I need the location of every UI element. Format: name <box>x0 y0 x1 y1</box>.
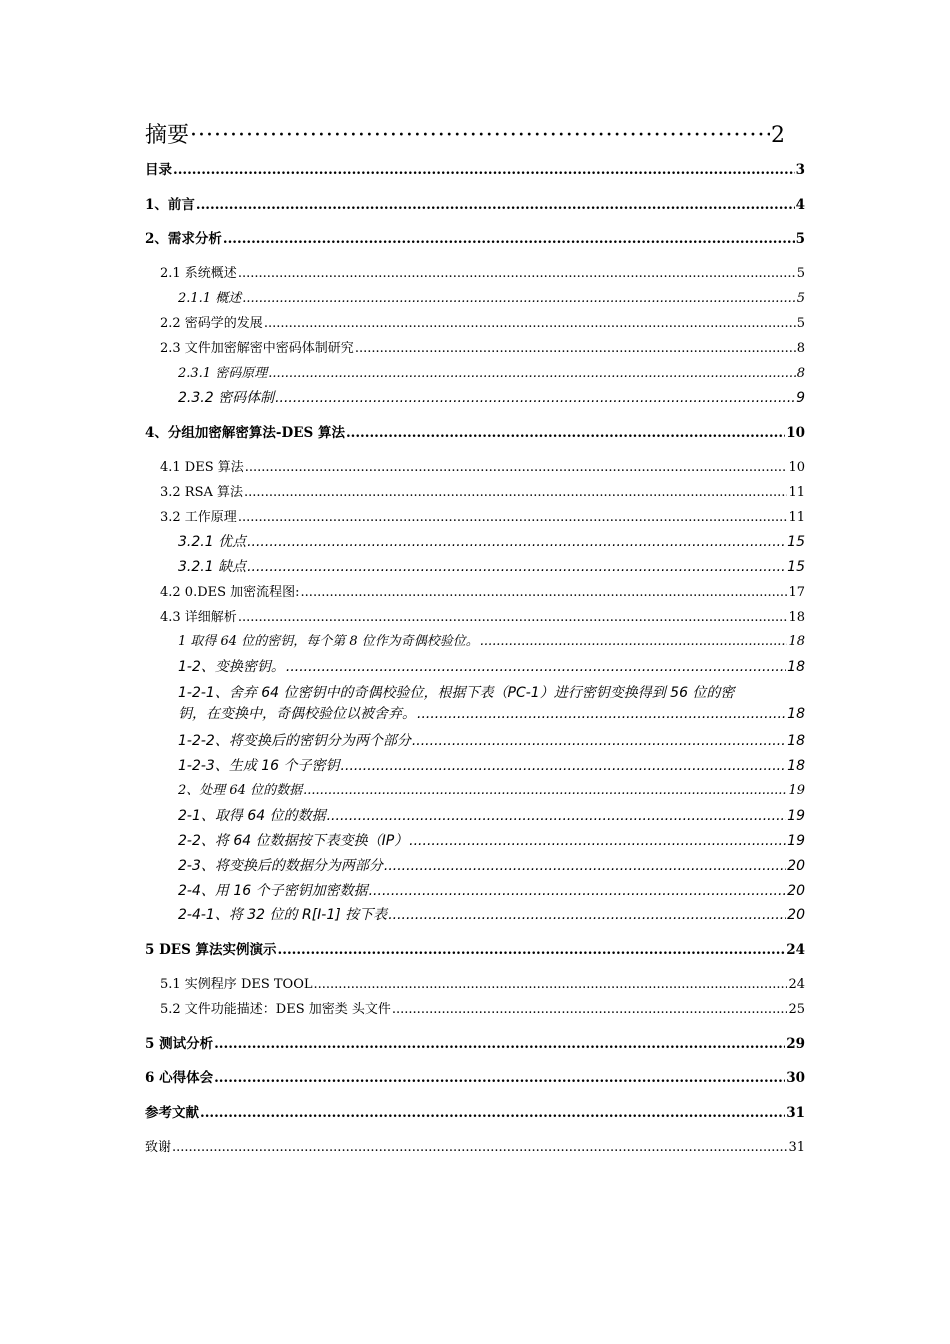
toc-title: 5.1 实例程序 DES TOOL <box>160 977 313 992</box>
toc-title: 3.2 RSA 算法 <box>160 485 244 500</box>
toc-entry-2-3[interactable] <box>160 341 805 357</box>
toc-title: 1、前言 <box>145 197 195 213</box>
toc-page-number: 31 <box>786 1105 805 1121</box>
toc-leader <box>417 706 786 724</box>
toc-title: 2.3 文件加密解密中密码体制研究 <box>160 341 354 356</box>
toc-title: 1-2、变换密钥。 <box>178 659 285 675</box>
toc-page-number: 18 <box>788 610 805 625</box>
toc-entry-item-1[interactable] <box>178 634 805 650</box>
toc-page-number: 18 <box>788 634 805 649</box>
toc-title: 致谢 <box>145 1140 172 1155</box>
toc-page-number: 20 <box>787 858 805 874</box>
toc-leader <box>303 783 787 799</box>
toc-leader <box>275 390 795 408</box>
toc-title-line2 <box>178 706 805 724</box>
toc-entry-ch5[interactable] <box>145 942 805 959</box>
toc-title: 2-2、将 64 位数据按下表变换（IP） <box>178 833 409 849</box>
toc-entry-item-1-2-1[interactable] <box>178 681 810 724</box>
toc-entry-3-2-1-cons[interactable] <box>178 559 805 577</box>
toc-page-number: 19 <box>787 808 805 824</box>
toc-leader <box>355 341 796 357</box>
toc-leader <box>392 1002 788 1018</box>
toc-leader <box>214 1036 785 1053</box>
toc-entry-item-2[interactable] <box>178 783 805 799</box>
toc-page-number: 30 <box>786 1070 805 1086</box>
toc-title: 目录 <box>145 162 172 178</box>
toc-title: 1-2-2、将变换后的密钥分为两个部分 <box>178 733 411 749</box>
toc-entry-item-2-1[interactable] <box>178 808 805 826</box>
toc-leader <box>409 833 786 851</box>
toc-title: 参考文献 <box>145 1105 199 1121</box>
toc-page-number: 10 <box>788 460 805 475</box>
toc-entry-5-1[interactable] <box>160 977 805 993</box>
toc-page-number: 9 <box>796 390 805 406</box>
toc-page-number: 18 <box>787 733 805 749</box>
toc-leader <box>247 559 786 577</box>
toc-entry-2-3-1[interactable] <box>178 366 805 382</box>
toc-page-number: 5 <box>796 291 805 306</box>
toc-entry-item-1-2[interactable] <box>178 659 805 677</box>
toc-page-number: 3 <box>795 162 805 178</box>
toc-entry-item-1-2-3[interactable] <box>178 758 805 776</box>
toc-title: 摘要 <box>145 123 190 148</box>
toc-leader <box>196 197 795 214</box>
toc-entry-3-2-principle[interactable] <box>160 510 805 526</box>
toc-title: 5 DES 算法实例演示 <box>145 942 277 958</box>
toc-leader <box>327 808 787 826</box>
toc-leader <box>173 162 795 179</box>
toc-page-number: 25 <box>788 1002 805 1017</box>
toc-title: 2-3、将变换后的数据分为两部分 <box>178 858 383 874</box>
toc-leader <box>346 425 785 442</box>
toc-page-number: 19 <box>788 783 805 798</box>
toc-page-number: 15 <box>787 559 805 575</box>
toc-title: 3.2 工作原理 <box>160 510 237 525</box>
toc-title: 4.2 0.DES 加密流程图: <box>160 585 300 600</box>
toc-entry-3-2-rsa[interactable] <box>160 485 805 501</box>
toc-entry-ch2[interactable] <box>145 231 805 248</box>
toc-page-number: 20 <box>787 907 805 923</box>
toc-page-number: 18 <box>787 758 805 774</box>
toc-entry-3-2-1-pros[interactable] <box>178 534 805 552</box>
toc-page-number: 11 <box>788 510 805 525</box>
toc-entry-item-2-2[interactable] <box>178 833 805 851</box>
toc-leader <box>341 758 787 776</box>
toc-entry-test-analysis[interactable] <box>145 1036 805 1053</box>
toc-leader <box>238 510 788 526</box>
toc-title: 2、处理 64 位的数据 <box>178 783 303 798</box>
toc-entry-4-1[interactable] <box>160 460 805 476</box>
toc-leader <box>264 316 796 332</box>
toc-entry-2-1[interactable] <box>160 266 805 282</box>
toc-entry-item-2-4[interactable] <box>178 883 805 901</box>
toc-page-number: 31 <box>788 1140 805 1155</box>
toc-page-number: 4 <box>795 197 805 213</box>
toc-leader <box>301 585 788 601</box>
toc-page-number: 24 <box>786 942 805 958</box>
toc-leader <box>190 122 770 150</box>
toc-leader <box>286 659 786 677</box>
toc-title: 2-4、用 16 个子密钥加密数据 <box>178 883 368 899</box>
toc-title-line1: 1-2-1、舍弃 64 位密钥中的奇偶校验位，根据下表（PC-1）进行密钥变换得到 56 位的密 <box>178 685 735 701</box>
toc-entry-thanks[interactable] <box>145 1140 805 1156</box>
toc-leader <box>412 733 786 751</box>
toc-title: 4、分组加密解密算法-DES 算法 <box>145 425 345 441</box>
toc-entry-item-1-2-2[interactable] <box>178 733 805 751</box>
toc-page-number: 17 <box>788 585 805 600</box>
toc-entry-item-2-4-1[interactable] <box>178 907 805 925</box>
toc-leader <box>369 883 787 901</box>
toc-page-number: 2 <box>771 123 785 148</box>
toc-leader <box>242 291 796 307</box>
toc-leader <box>314 977 788 993</box>
toc-page-number: 11 <box>788 485 805 500</box>
toc-page-number: 10 <box>786 425 805 441</box>
toc-leader <box>223 231 795 248</box>
toc-leader <box>238 266 796 282</box>
toc-title: 1 取得 64 位的密钥，每个第 8 位作为奇偶校验位。 <box>178 634 479 649</box>
toc-title: 6 心得体会 <box>145 1070 214 1086</box>
toc-entry-2-3-2[interactable] <box>178 390 805 408</box>
toc-page-number: 8 <box>796 366 805 381</box>
toc-leader <box>172 1140 787 1156</box>
toc-title: 4.3 详细解析 <box>160 610 237 625</box>
toc-entry-contents[interactable] <box>145 162 805 179</box>
toc-title: 2.1 系统概述 <box>160 266 237 281</box>
toc-leader <box>200 1105 785 1122</box>
toc-leader <box>268 366 796 382</box>
toc-leader <box>247 534 786 552</box>
toc-leader <box>244 485 787 501</box>
toc-entry-abstract[interactable] <box>145 122 785 150</box>
toc-page-number: 20 <box>787 883 805 899</box>
toc-page-number: 5 <box>795 231 805 247</box>
toc-page-number: 18 <box>787 706 805 722</box>
toc-entry-ch1[interactable] <box>145 197 805 214</box>
toc-title: 2.3.2 密码体制 <box>178 390 275 406</box>
toc-title: 2-4-1、将 32 位的 R[I-1] 按下表 <box>178 907 388 923</box>
toc-entry-2-2[interactable] <box>160 316 805 332</box>
toc-page-number: 15 <box>787 534 805 550</box>
toc-title: 2.1.1 概述 <box>178 291 242 306</box>
toc-title: 3.2.1 缺点 <box>178 559 247 575</box>
toc-leader <box>480 634 788 650</box>
toc-entry-ch6[interactable] <box>145 1070 805 1087</box>
toc-page-number: 5 <box>796 316 805 331</box>
toc-title: 2.2 密码学的发展 <box>160 316 263 331</box>
toc-page-number: 24 <box>788 977 805 992</box>
toc-title: 2-1、取得 64 位的数据 <box>178 808 326 824</box>
toc-page-number: 18 <box>787 659 805 675</box>
toc-entry-4-3[interactable] <box>160 610 805 626</box>
toc-title: 2、需求分析 <box>145 231 222 247</box>
toc-leader <box>214 1070 785 1087</box>
toc-page-number: 8 <box>796 341 805 356</box>
toc-entry-4-2[interactable] <box>160 585 805 601</box>
toc-title: 3.2.1 优点 <box>178 534 247 550</box>
toc-entry-references[interactable] <box>145 1105 805 1122</box>
toc-title: 5 测试分析 <box>145 1036 214 1052</box>
toc-leader <box>238 610 788 626</box>
toc-title: 1-2-3、生成 16 个子密钥 <box>178 758 340 774</box>
toc-title: 5.2 文件功能描述：DES 加密类 头文件 <box>160 1002 391 1017</box>
toc-title: 钥，在变换中，奇偶校验位以被舍弃。 <box>178 706 416 722</box>
toc-title: 4.1 DES 算法 <box>160 460 244 475</box>
toc-entry-5-2[interactable] <box>160 1002 805 1018</box>
toc-leader <box>245 460 788 476</box>
toc-page-number: 29 <box>786 1036 805 1052</box>
toc-entry-2-1-1[interactable] <box>178 291 805 307</box>
toc-entry-item-2-3[interactable] <box>178 858 805 876</box>
toc-page-number: 5 <box>796 266 805 281</box>
toc-page-number: 19 <box>787 833 805 849</box>
toc-title: 2.3.1 密码原理 <box>178 366 268 381</box>
toc-entry-ch4[interactable] <box>145 425 805 442</box>
toc-leader <box>278 942 786 959</box>
toc-leader <box>384 858 786 876</box>
toc-leader <box>388 907 786 925</box>
